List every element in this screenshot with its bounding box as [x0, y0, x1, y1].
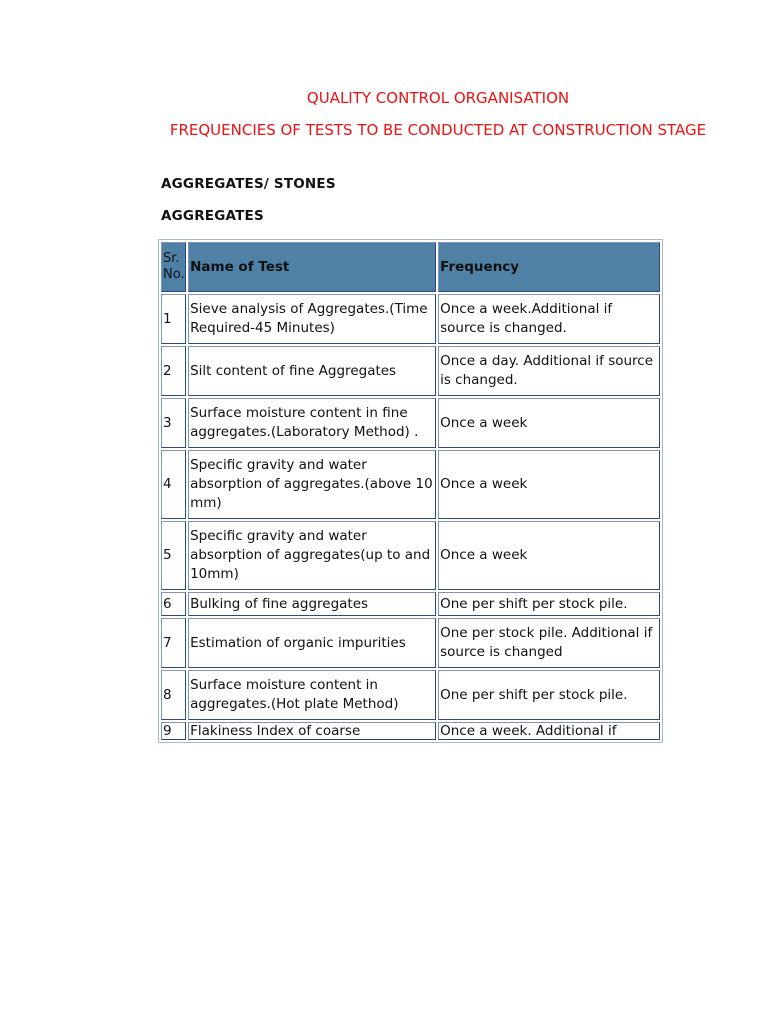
table-row	[161, 346, 660, 396]
cell-frequency: Once a week	[438, 398, 660, 448]
tests-table	[158, 239, 663, 743]
header-sr-no: Sr. No.	[161, 242, 186, 292]
cell-test-name: Specific gravity and water absorption of aggregates.(above 10 mm)	[188, 450, 436, 519]
cell-sr: 3	[161, 398, 186, 448]
table-header-row	[161, 242, 660, 292]
cell-frequency: One per stock pile. Additional if source is changed	[438, 618, 660, 668]
cell-sr: 2	[161, 346, 186, 396]
cell-test-name: Estimation of organic impurities	[188, 618, 436, 668]
subsection-heading: AGGREGATES	[161, 208, 264, 224]
cell-test-name: Surface moisture content in aggregates.(Hot plate Method)	[188, 670, 436, 720]
table-row	[161, 722, 660, 740]
cell-test-name: Surface moisture content in fine aggregates.(Laboratory Method) .	[188, 398, 436, 448]
table-row	[161, 521, 660, 590]
cell-frequency: Once a week.Additional if source is changed.	[438, 294, 660, 344]
cell-sr: 1	[161, 294, 186, 344]
table-row	[161, 294, 660, 344]
cell-sr: 4	[161, 450, 186, 519]
cell-frequency: Once a week. Additional if	[438, 722, 660, 740]
cell-test-name: Flakiness Index of coarse	[188, 722, 436, 740]
cell-frequency: One per shift per stock pile.	[438, 592, 660, 616]
cell-sr: 9	[161, 722, 186, 740]
cell-test-name: Silt content of fine Aggregates	[188, 346, 436, 396]
table-row	[161, 670, 660, 720]
document-subtitle: FREQUENCIES OF TESTS TO BE CONDUCTED AT CONSTRUCTION STAGE	[169, 121, 707, 139]
table-row	[161, 398, 660, 448]
document-title: QUALITY CONTROL ORGANISATION	[306, 89, 570, 107]
cell-frequency: One per shift per stock pile.	[438, 670, 660, 720]
cell-sr: 6	[161, 592, 186, 616]
table-row	[161, 450, 660, 519]
cell-sr: 5	[161, 521, 186, 590]
cell-test-name: Sieve analysis of Aggregates.(Time Required-45 Minutes)	[188, 294, 436, 344]
cell-sr: 7	[161, 618, 186, 668]
table-row	[161, 618, 660, 668]
cell-frequency: Once a week	[438, 450, 660, 519]
header-frequency: Frequency	[438, 242, 660, 292]
table-row	[161, 592, 660, 616]
cell-test-name: Specific gravity and water absorption of aggregates(up to and 10mm)	[188, 521, 436, 590]
header-name-of-test: Name of Test	[188, 242, 436, 292]
cell-frequency: Once a week	[438, 521, 660, 590]
cell-sr: 8	[161, 670, 186, 720]
section-heading: AGGREGATES/ STONES	[161, 176, 336, 192]
cell-frequency: Once a day. Additional if source is changed.	[438, 346, 660, 396]
cell-test-name: Bulking of fine aggregates	[188, 592, 436, 616]
